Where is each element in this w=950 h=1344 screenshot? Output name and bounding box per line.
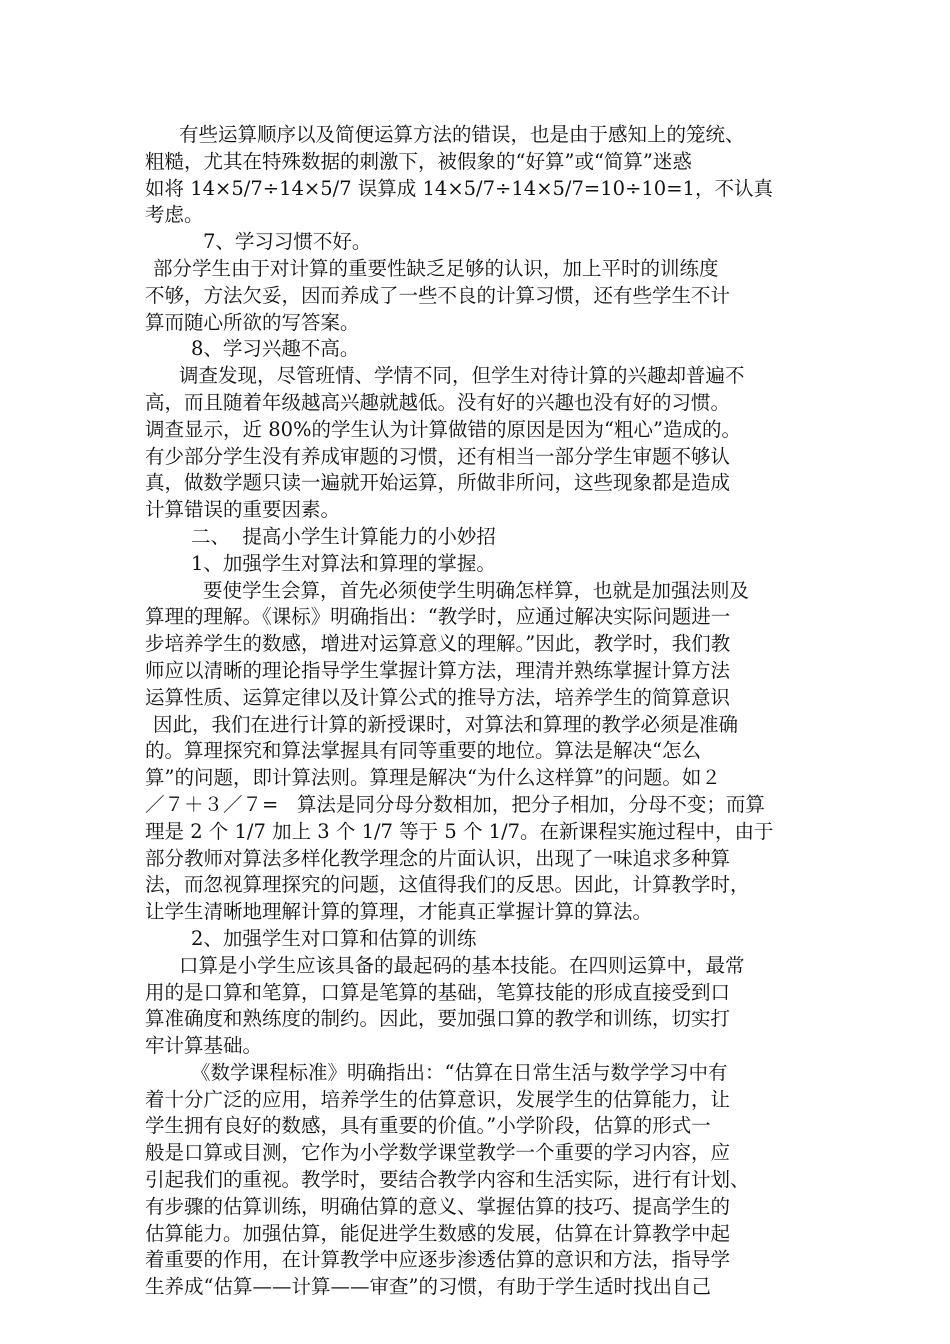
paragraph-line: 用的是口算和笔算，口算是笔算的基础，笔算技能的形成直接受到口 [145, 980, 731, 1004]
section-heading: 7、学习习惯不好。 [203, 230, 372, 254]
paragraph-line: 如将 14×5/7÷14×5/7 误算成 14×5/7÷14×5/7=10÷10=1，不认真 [145, 176, 773, 200]
section-heading: 二、 提高小学生计算能力的小妙招 [191, 524, 496, 548]
paragraph-line: 运算性质、运算定律以及计算公式的推导方法，培养学生的简算意识 [145, 685, 731, 709]
paragraph-line: 学生拥有良好的数感，具有重要的价值。”小学阶段，估算的形式一 [145, 1114, 711, 1138]
paragraph-line: 着重要的作用，在计算教学中应逐步渗透估算的意识和方法，指导学 [145, 1248, 731, 1272]
paragraph-line: 口算是小学生应该具备的最起码的基本技能。在四则运算中，最常 [179, 953, 745, 977]
paragraph-line: 算而随心所欲的写答案。 [145, 310, 360, 334]
paragraph-line: 有少部分学生没有养成审题的习惯，还有相当一部分学生审题不够认 [145, 444, 731, 468]
paragraph-line: 粗糙，尤其在特殊数据的刺激下，被假象的“好算”或“简算”迷惑 [145, 149, 692, 173]
paragraph-line: 生养成“估算——计算——审查”的习惯，有助于学生适时找出自己 [145, 1275, 711, 1299]
paragraph-line: 《数学课程标准》明确指出：“估算在日常生活与数学学习中有 [191, 1060, 728, 1084]
paragraph-line: 理是 2 个 1/7 加上 3 个 1/7 等于 5 个 1/7。在新课程实施过程中，由于 [145, 819, 774, 843]
section-heading: 1、加强学生对算法和算理的掌握。 [191, 551, 496, 575]
paragraph-line: 算”的问题，即计算法则。算理是解决“为什么这样算”的问题。如２ [145, 766, 721, 790]
paragraph-line: 有步骤的估算训练，明确估算的意义、掌握估算的技巧、提高学生的 [145, 1194, 731, 1218]
section-heading: 2、加强学生对口算和估算的训练 [191, 926, 477, 950]
paragraph-line: 高，而且随着年级越高兴趣就越低。没有好的兴趣也没有好的习惯。 [145, 390, 731, 414]
paragraph-line: 牢计算基础。 [145, 1034, 263, 1058]
paragraph-line: 部分学生由于对计算的重要性缺乏足够的认识，加上平时的训练度 [153, 256, 719, 280]
paragraph-line: 估算能力。加强估算，能促进学生数感的发展，估算在计算教学中起 [145, 1221, 731, 1245]
paragraph-line: ／７＋３／７= 算法是同分母分数相加，把分子相加，分母不变；而算 [145, 792, 765, 816]
document-body [145, 122, 815, 1301]
paragraph-line: 的。算理探究和算法掌握具有同等重要的地位。算法是解决“怎么 [145, 739, 701, 763]
paragraph-line: 算准确度和熟练度的制约。因此，要加强口算的教学和训练，切实打 [145, 1007, 731, 1031]
paragraph-line: 般是口算或目测，它作为小学数学课堂教学一个重要的学习内容，应 [145, 1141, 731, 1165]
paragraph-line: 不够，方法欠妥，因而养成了一些不良的计算习惯，还有些学生不计 [145, 283, 731, 307]
paragraph-line: 算理的理解。《课标》明确指出：“教学时，应通过解决实际问题进一 [145, 605, 731, 629]
paragraph-line: 调查显示，近 80%的学生认为计算做错的原因是因为“粗心”造成的。 [145, 417, 741, 441]
paragraph-line: 有些运算顺序以及简便运算方法的错误，也是由于感知上的笼统、 [179, 123, 745, 146]
paragraph-line: 考虑。 [145, 203, 204, 227]
paragraph-line: 让学生清晰地理解计算的算理，才能真正掌握计算的算法。 [145, 900, 653, 924]
paragraph-line: 法，而忽视算理探究的问题，这值得我们的反思。因此，计算教学时， [145, 873, 750, 897]
paragraph-line: 步培养学生的数感，增进对运算意义的理解。”因此，教学时，我们教 [145, 632, 731, 656]
paragraph-line: 师应以清晰的理论指导学生掌握计算方法，理清并熟练掌握计算方法 [145, 658, 731, 682]
paragraph-line: 部分教师对算法多样化教学理念的片面认识，出现了一味追求多种算 [145, 846, 731, 870]
paragraph-line: 计算错误的重要因素。 [145, 498, 341, 522]
paragraph-line: 因此，我们在进行计算的新授课时，对算法和算理的教学必须是准确 [153, 712, 739, 736]
paragraph-line: 要使学生会算，首先必须使学生明确怎样算，也就是加强法则及 [203, 578, 750, 602]
section-heading: 8、学习兴趣不高。 [191, 337, 360, 361]
paragraph-line: 着十分广泛的应用，培养学生的估算意识，发展学生的估算能力，让 [145, 1087, 731, 1111]
paragraph-line: 引起我们的重视。教学时，要结合教学内容和生活实际，进行有计划、 [145, 1168, 750, 1192]
paragraph-line: 调查发现，尽管班情、学情不同，但学生对待计算的兴趣却普遍不 [179, 364, 745, 388]
paragraph-line: 真，做数学题只读一遍就开始运算，所做非所问，这些现象都是造成 [145, 471, 731, 495]
